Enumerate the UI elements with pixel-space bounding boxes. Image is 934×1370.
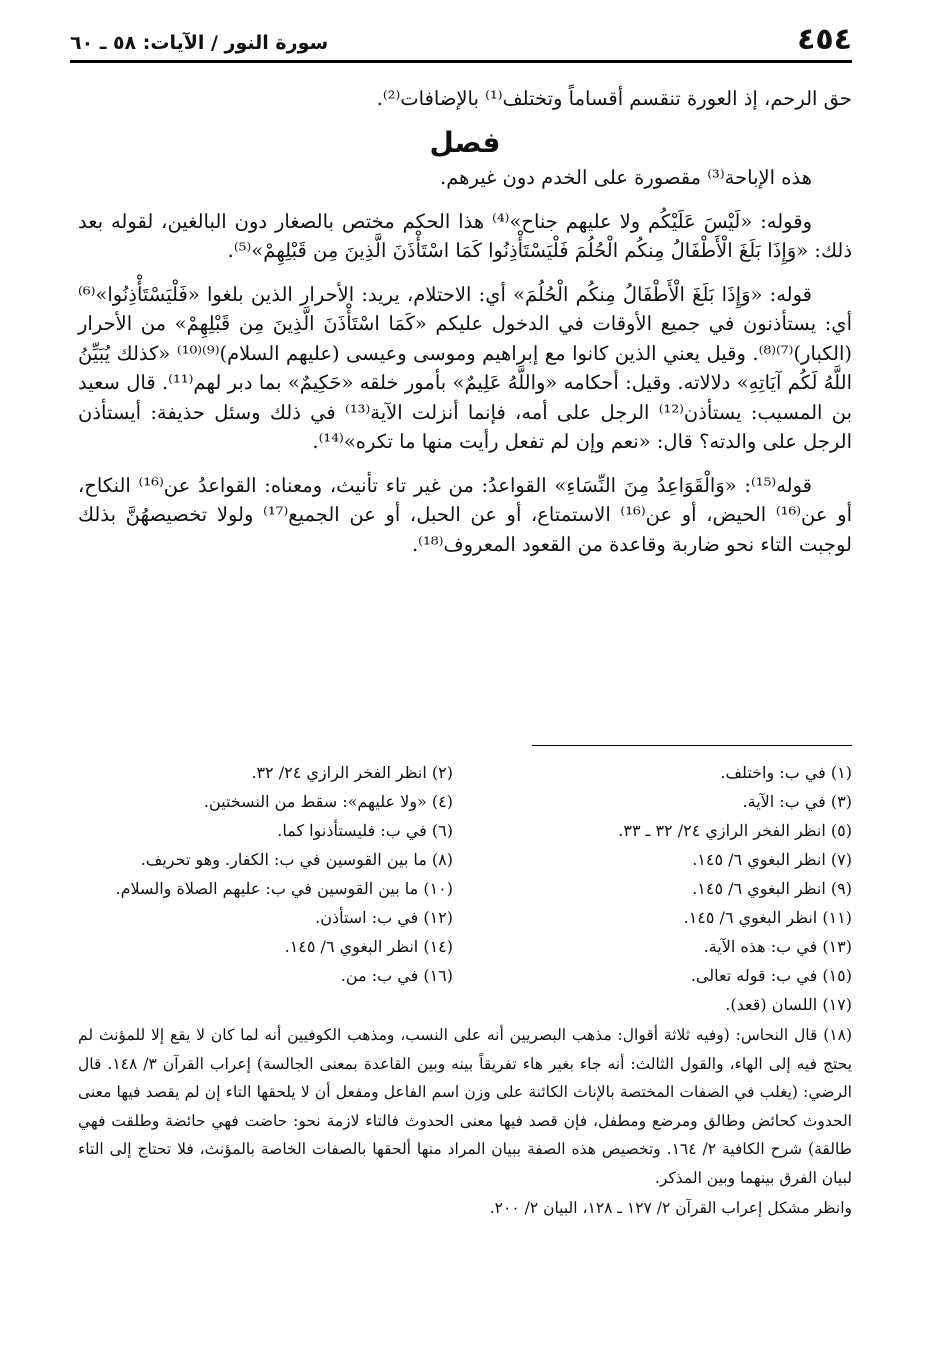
footnote-empty (78, 990, 453, 1019)
footnote: (٤) «ولا عليهم»: سقط من النسختين. (203, 792, 453, 811)
paragraph-5: قوله⁽¹⁵⁾: «وَالْقَوَاعِدُ مِنَ النِّسَاءِ» القواعدُ: من غير تاء تأنيث، ومعناه: القواعدُ عن⁽¹⁶⁾ النكاح، أو عن⁽¹⁶⁾ الحيض، أو عن⁽¹⁶⁾ الاستمتاع، أو عن الحبل، أو عن الجميع⁽¹⁷⁾ ولولا تخصيصهُنَّ بذلك لوجبت التاء نحو ضاربة وقاعدة من القعود المعروف⁽¹⁸⁾. (78, 473, 852, 556)
page-number: ٤٥٤ (797, 22, 852, 57)
footnote: (١٠) ما بين القوسين في ب: عليهم الصلاة والسلام. (115, 879, 453, 898)
footnote-rule (532, 745, 852, 746)
footnote: (٦) في ب: فليستأذنوا كما. (277, 821, 453, 840)
paragraph-4: قوله: «وَإِذَا بَلَغَ الْأَطْفَالُ مِنكُم الْحُلُمَ» أي: الاحتلام، يريد: الأحرار الذين بلغوا «فَلْيَسْتَأْذِنُوا»⁽⁶⁾ أي: يستأذنون في جميع الأوقات في الدخول عليكم «كَمَا اسْتَأْذَنَ الَّذِينَ مِن قَبْلِهِمْ» من الأحرار (الكبار)⁽⁷⁾⁽⁸⁾. وقيل يعني الذين كانوا مع إبراهيم وموسى وعيسى (عليهم السلام)⁽⁹⁾⁽¹⁰⁾ «كذلك يُبَيِّنُ اللَّهُ لَكُم آيَاتِهِ» دلالاته. وقيل: أحكامه «واللَّهُ عَلِيمٌ» بأمور خلقه «حَكِيمٌ» بما دبر لهم⁽¹¹⁾. قال سعيد بن المسيب: يستأذن⁽¹²⁾ الرجل على أمه، فإنما أنزلت الآية⁽¹³⁾ في ذلك وسئل حذيفة: أيستأذن الرجل على والدته؟ قال: «نعم وإن لم تفعل رأيت منها ما تكره»⁽¹⁴⁾. (78, 282, 853, 453)
footnote: (٨) ما بين القوسين في ب: الكفار. وهو تحريف. (140, 850, 453, 869)
footnote: (١٣) في ب: هذه الآية. (703, 937, 852, 956)
footnote-long: (١٨) قال النحاس: (وفيه ثلاثة أقوال: مذهب البصريين أنه على النسب، ومذهب الكوفيين أنه لما كان لا يقع إلا للمؤنث لم يحتج فيه إلى الهاء، والقول الثالث: أنه جاء بغير هاء تفريقاً بينه وبين القاعدة بمعنى الجالسة) إعراب القرآن ٣/ ١٤٨. قال الرضي: (يغلب في الصفات المختصة بالإناث الكائنة على وزن اسم الفاعل ومفعل أن لا يلحقها التاء إن لم يقصد فيها معنى الحدوث كحائض وطالق ومرضع ومطفل، فإن قصد فيها معنى الحدوث فالتاء لازمة نحو: حاضت فهي حائضة وطلقت فهي طالقة) شرح الكافية ٢/ ١٦٤. وتخصيص هذه الصفة ببيان المراد منها ألحقها بالصفات الخاصة بالمؤنث، فلا تحتاج إلى التاء لبيان الفرق بينهما وبين المذكر. (78, 1026, 853, 1187)
footnote: (١٦) في ب: من. (340, 966, 453, 985)
footnotes (78, 758, 852, 1223)
footnote-long-tail: وانظر مشكل إعراب القرآن ٢/ ١٢٧ ـ ١٢٨، البيان ٢/ ٢٠٠. (489, 1199, 852, 1217)
section-heading: فصل (429, 125, 501, 159)
footnote: (١٥) في ب: قوله تعالى. (690, 966, 852, 985)
paragraph-1: حق الرحم، إذ العورة تنقسم أقساماً وتختلف⁽¹⁾ بالإضافات⁽²⁾. (376, 87, 852, 110)
header-rule (70, 60, 852, 63)
footnote: (٧) انظر البغوي ٦/ ١٤٥. (692, 850, 852, 869)
page-header (70, 22, 852, 62)
footnote: (١٧) اللسان (قعد). (725, 995, 852, 1014)
paragraph-2: هذه الإباحة⁽³⁾ مقصورة على الخدم دون غيرهم. (440, 166, 812, 189)
footnote-grid (78, 758, 852, 1019)
footnote: (٥) انظر الفخر الرازي ٢٤/ ٣٢ ـ ٣٣. (618, 821, 852, 840)
main-text (78, 84, 852, 559)
footnote: (٢) انظر الفخر الرازي ٢٤/ ٣٢. (251, 763, 453, 782)
footnote: (٩) انظر البغوي ٦/ ١٤٥. (692, 879, 852, 898)
footnote: (١١) انظر البغوي ٦/ ١٤٥. (683, 908, 852, 927)
running-title: سورة النور / الآيات: ٥٨ ـ ٦٠ (70, 32, 329, 54)
footnote: (١٢) في ب: استأذن. (315, 908, 453, 927)
footnote: (١) في ب: واختلف. (720, 763, 852, 782)
footnote: (١٤) انظر البغوي ٦/ ١٤٥. (284, 937, 453, 956)
footnote: (٣) في ب: الآية. (742, 792, 852, 811)
paragraph-3: وقوله: «لَيْسَ عَلَيْكُم ولا عليهم جناح»⁽⁴⁾ هذا الحكم مختص بالصغار دون البالغين، لقوله بعد ذلك: «وَإِذَا بَلَغَ الْأَطْفَالُ مِنكُم الْحُلُمَ فَلْيَسْتَأْذِنُوا كَمَا اسْتَأْذَنَ الَّذِينَ مِن قَبْلِهِمْ»⁽⁵⁾. (78, 209, 852, 262)
